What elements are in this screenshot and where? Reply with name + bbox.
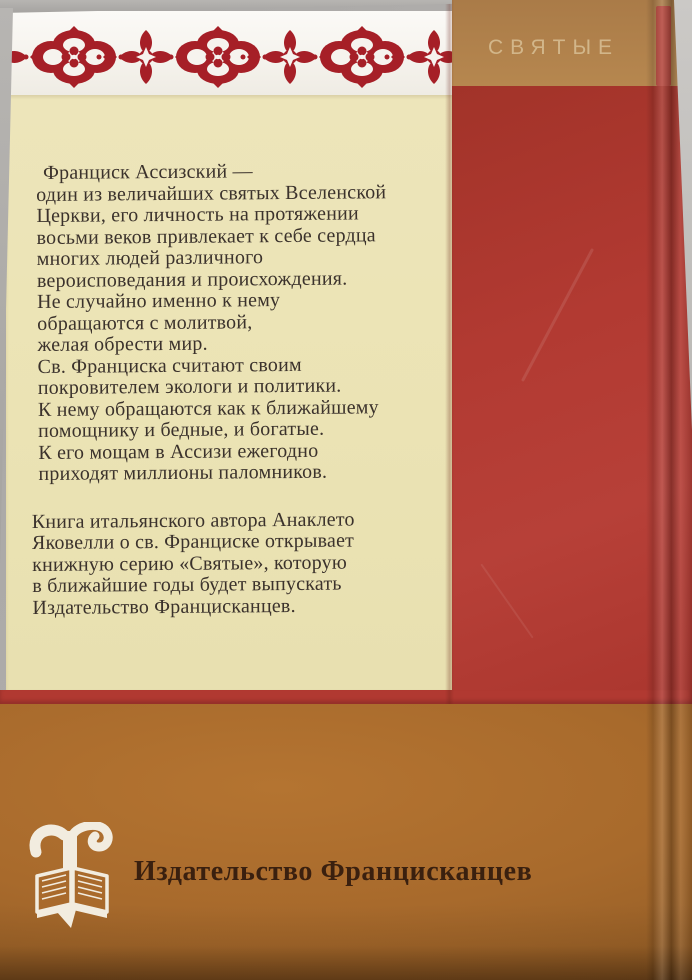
ornament-band — [6, 11, 452, 95]
blurb-line: многих людей различного — [36, 246, 264, 270]
blurb-line: в ближайшие годы будет выпускать — [32, 572, 342, 598]
blurb-line: книжную серию «Святые», которую — [32, 551, 348, 576]
blurb-line: приходят миллионы паломников. — [38, 460, 328, 485]
blurb-line: Франциск Ассизский — — [42, 160, 253, 184]
quatrefoil-frieze-icon — [6, 25, 452, 89]
blurb-panel — [6, 95, 452, 690]
series-title: СВЯТЫЕ — [488, 36, 620, 59]
red-cover-panel — [452, 86, 692, 690]
blurb-line: помощнику и бедные, и богатые. — [38, 417, 325, 442]
blurb-line: Церкви, его личность на протяжении — [36, 202, 359, 227]
red-divider-strip — [0, 690, 692, 704]
cover-edge-red-strip — [656, 6, 671, 86]
blurb-line: Св. Франциска считают своим — [37, 353, 302, 378]
blurb-text — [31, 160, 444, 619]
blurb-paragraph-2 — [32, 508, 444, 619]
blurb-paragraph-1 — [36, 160, 443, 486]
blurb-line: обращаются с молитвой, — [37, 310, 253, 335]
blurb-line: покровителем экологи и политики. — [37, 374, 342, 399]
blurb-line: Книга итальянского автора Анаклето — [31, 508, 355, 533]
blurb-line: восьми веков привлекает к себе сердца — [36, 223, 376, 249]
blurb-line: К нему обращаются как к ближайшему — [37, 395, 379, 421]
cover-hinge-shadow — [445, 0, 454, 704]
blurb-line: Яковелли о св. Франциске открывает — [31, 529, 355, 555]
blurb-line: желая обрести мир. — [37, 332, 208, 356]
publisher-logo-icon — [26, 822, 118, 934]
blurb-line: К его мощам в Ассизи ежегодно — [38, 439, 319, 464]
blurb-line: вероисповедания и происхождения. — [36, 267, 348, 292]
blurb-line: Не случайно именно к нему — [37, 289, 281, 313]
publisher-row — [26, 818, 586, 938]
blurb-line: один из величайших святых Вселенской — [36, 180, 387, 206]
blurb-line: Издательство Францисканцев. — [32, 594, 296, 619]
publisher-name: Издательство Францисканцев — [134, 856, 533, 887]
